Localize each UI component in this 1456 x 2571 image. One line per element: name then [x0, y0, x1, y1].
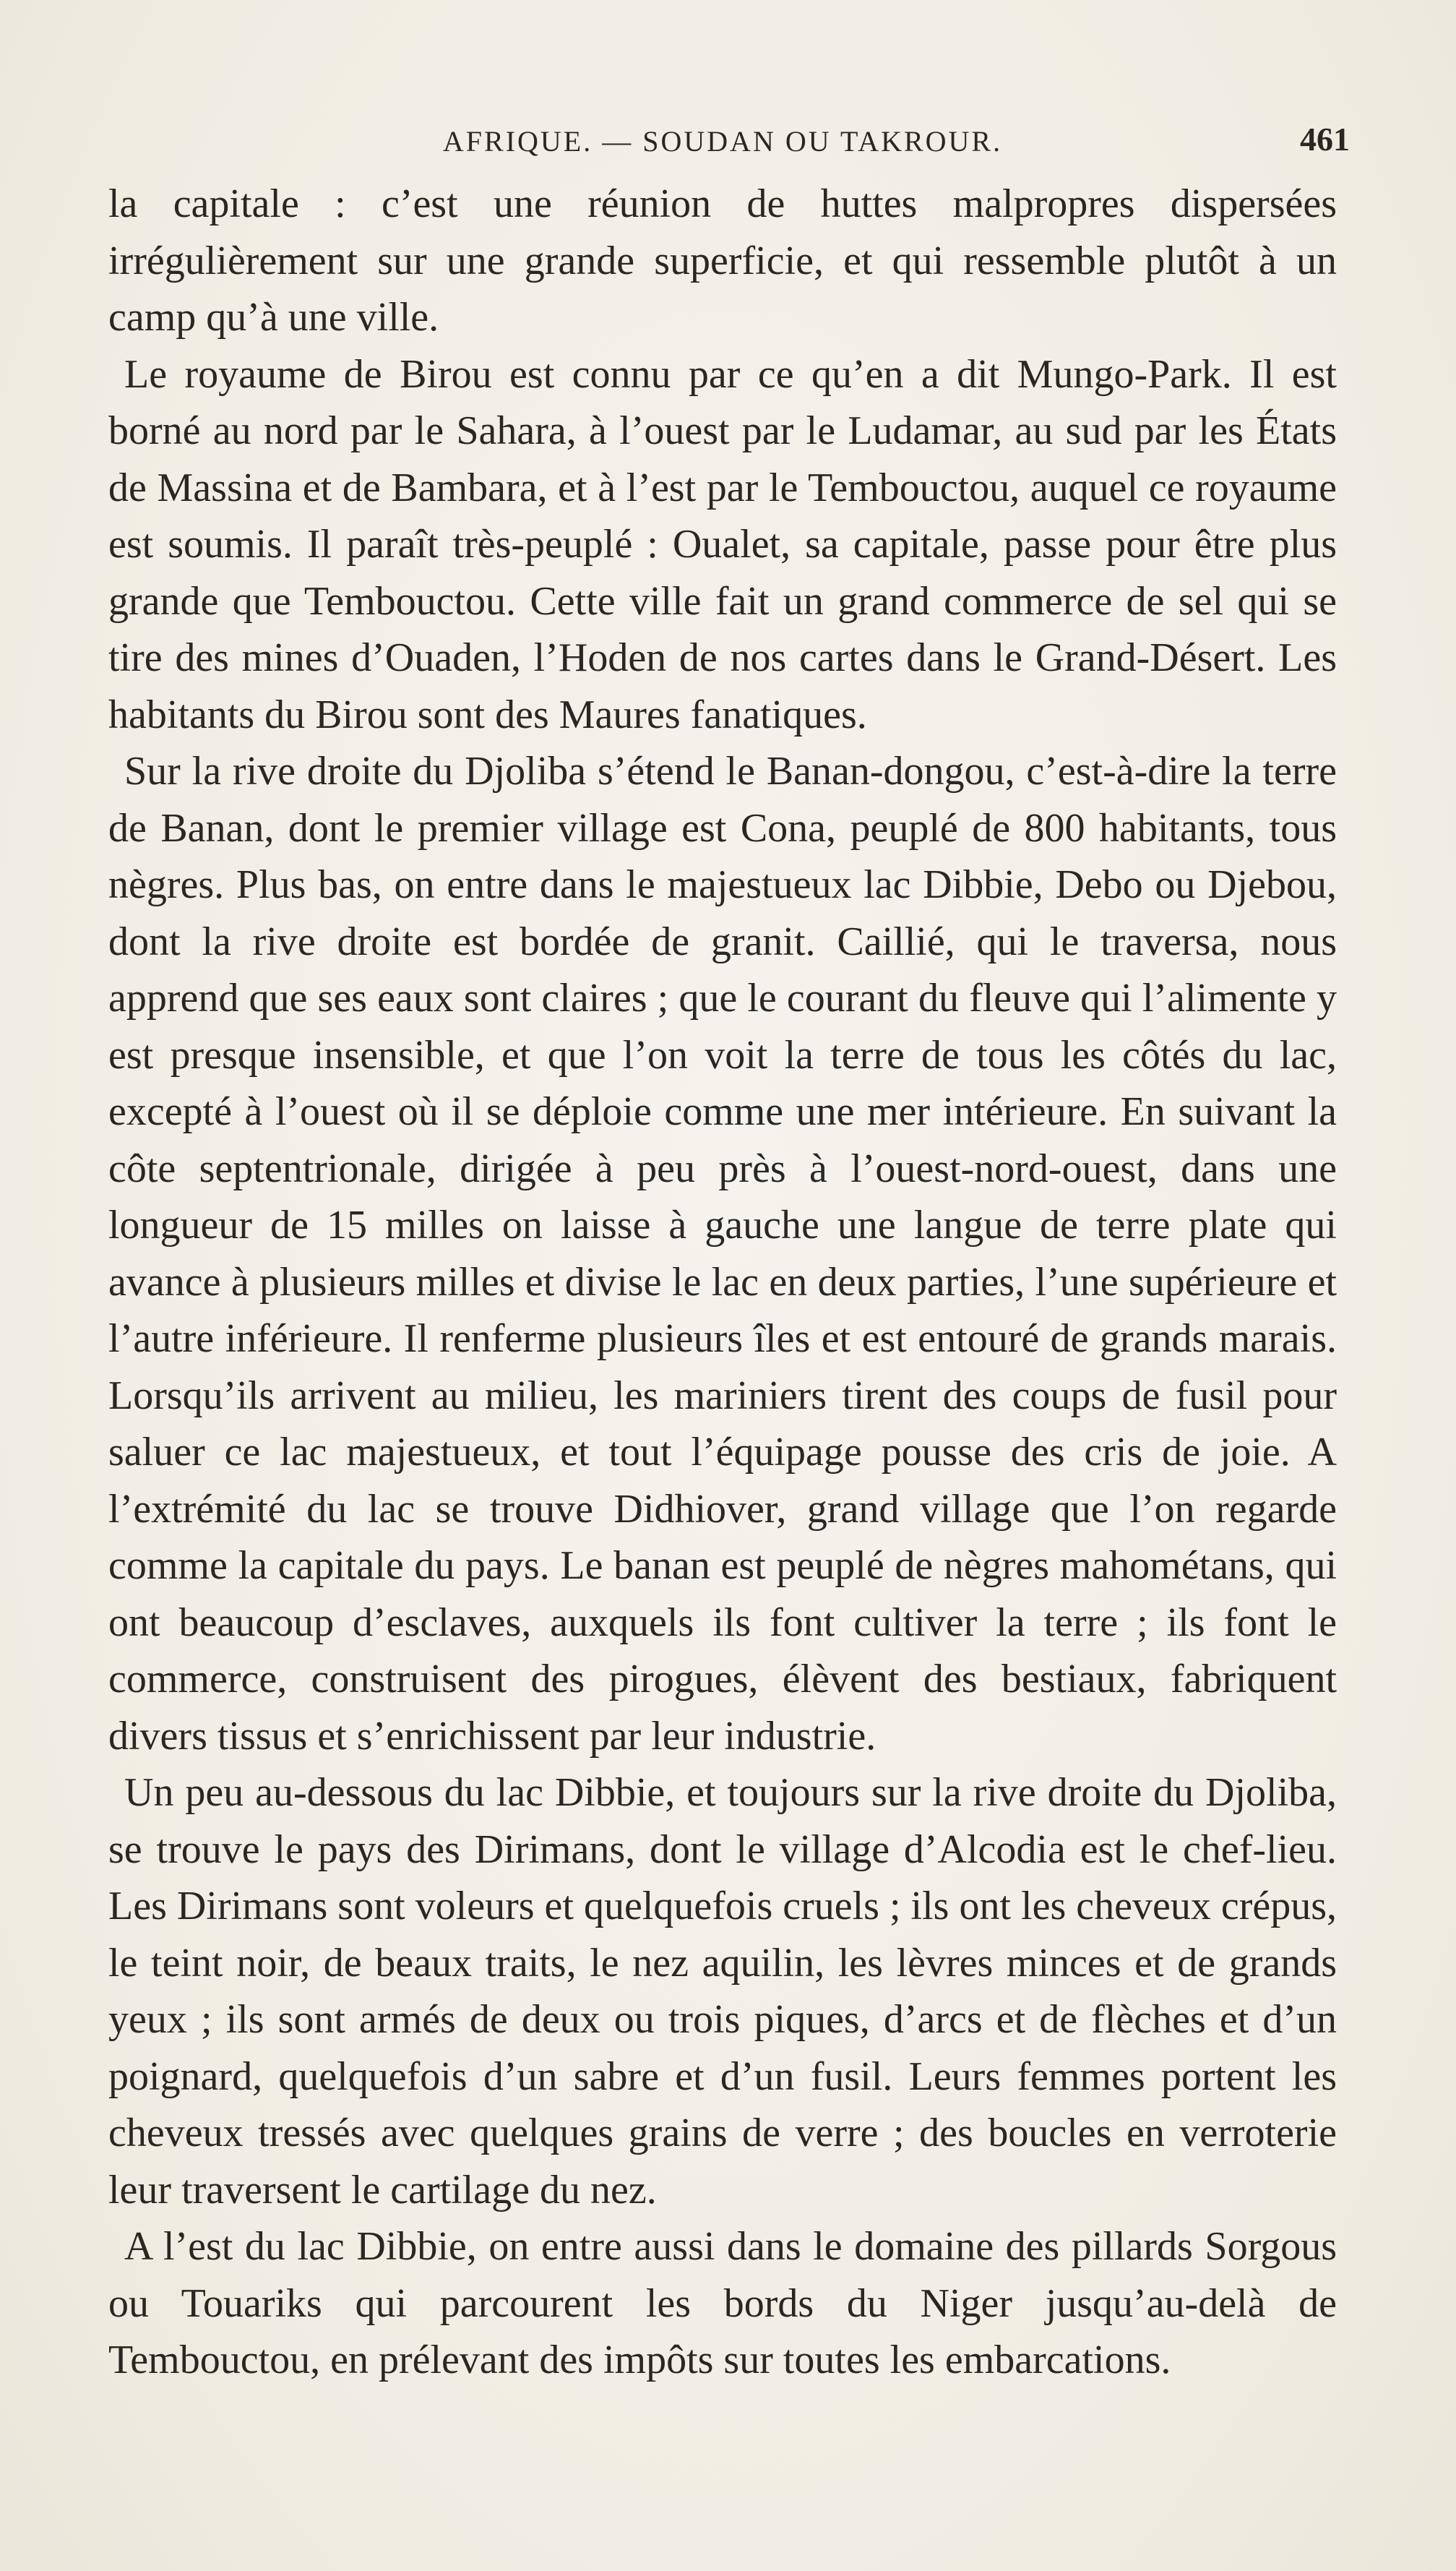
paragraph-4: Un peu au-dessous du lac Dibbie, et toujours sur la rive droite du Djoliba, se trouve le pays des Dirimans, dont le village d’Alcodia est le chef-lieu. Les Dirimans sont voleurs et quelquefois cruels ; ils ont les cheveux crépus, le teint noir, de beaux traits, le nez aquilin, les lèvres minces et de grands yeux ; ils sont armés de deux ou trois piques, d’arcs et de flèches et d’un poignard, quelquefois d’un sabre et d’un fusil. Leurs femmes portent les cheveux tressés avec quelques grains de verre ; des boucles en verroterie leur traversent le cartilage du nez. — [108, 1770, 1337, 2212]
body-text — [108, 176, 1337, 2389]
paragraph-3: Sur la rive droite du Djoliba s’étend le Banan-dongou, c’est-à-dire la terre de Banan, dont le premier village est Cona, peuplé de 800 habitants, tous nègres. Plus bas, on entre dans le majestueux lac Dibbie, Debo ou Djebou, dont la rive droite est bordée de granit. Caillié, qui le traversa, nous apprend que ses eaux sont claires ; que le courant du fleuve qui l’alimente y est presque insensible, et que l’on voit la terre de tous les côtés du lac, excepté à l’ouest où il se déploie comme une mer intérieure. En suivant la côte septentrionale, dirigée à peu près à l’ouest-nord-ouest, dans une longueur de 15 milles on laisse à gauche une langue de terre plate qui avance à plusieurs milles et divise le lac en deux parties, l’une supérieure et l’autre inférieure. Il renferme plusieurs îles et est entouré de grands marais. Lorsqu’ils arrivent au milieu, les mariniers tirent des coups de fusil pour saluer ce lac majestueux, et tout l’équipage pousse des cris de joie. A l’extrémité du lac se trouve Didhiover, grand village que l’on regarde comme la capitale du pays. Le banan est peuplé de nègres mahométans, qui ont beaucoup d’esclaves, auxquels ils font cultiver la terre ; ils font le commerce, construisent des pirogues, élèvent des bestiaux, fabriquent divers tissus et s’enrichissent par leur industrie. — [108, 749, 1337, 1759]
paragraph-1: la capitale : c’est une réunion de huttes malpropres dispersées irrégulièrement sur une grande superficie, et qui ressemble plutôt à un camp qu’à une ville. — [108, 181, 1337, 340]
paragraph-5: A l’est du lac Dibbie, on entre aussi dans le domaine des pillards Sorgous ou Touariks qui parcourent les bords du Niger jusqu’au-delà de Tembouctou, en prélevant des impôts sur toutes les embarcations. — [108, 2224, 1337, 2382]
running-title: AFRIQUE. — SOUDAN OU TAKROUR. — [442, 125, 1003, 158]
running-head — [108, 121, 1350, 168]
page-number: 461 — [1300, 121, 1350, 158]
paragraph-2: Le royaume de Birou est connu par ce qu’en a dit Mungo-Park. Il est borné au nord par le Sahara, à l’ouest par le Ludamar, au sud par les États de Massina et de Bambara, et à l’est par le Tembouctou, auquel ce royaume est soumis. Il paraît très-peuplé : Oualet, sa capitale, passe pour être plus grande que Tembouctou. Cette ville fait un grand commerce de sel qui se tire des mines d’Ouaden, l’Hoden de nos cartes dans le Grand-Désert. Les habitants du Birou sont des Maures fanatiques. — [108, 351, 1337, 737]
